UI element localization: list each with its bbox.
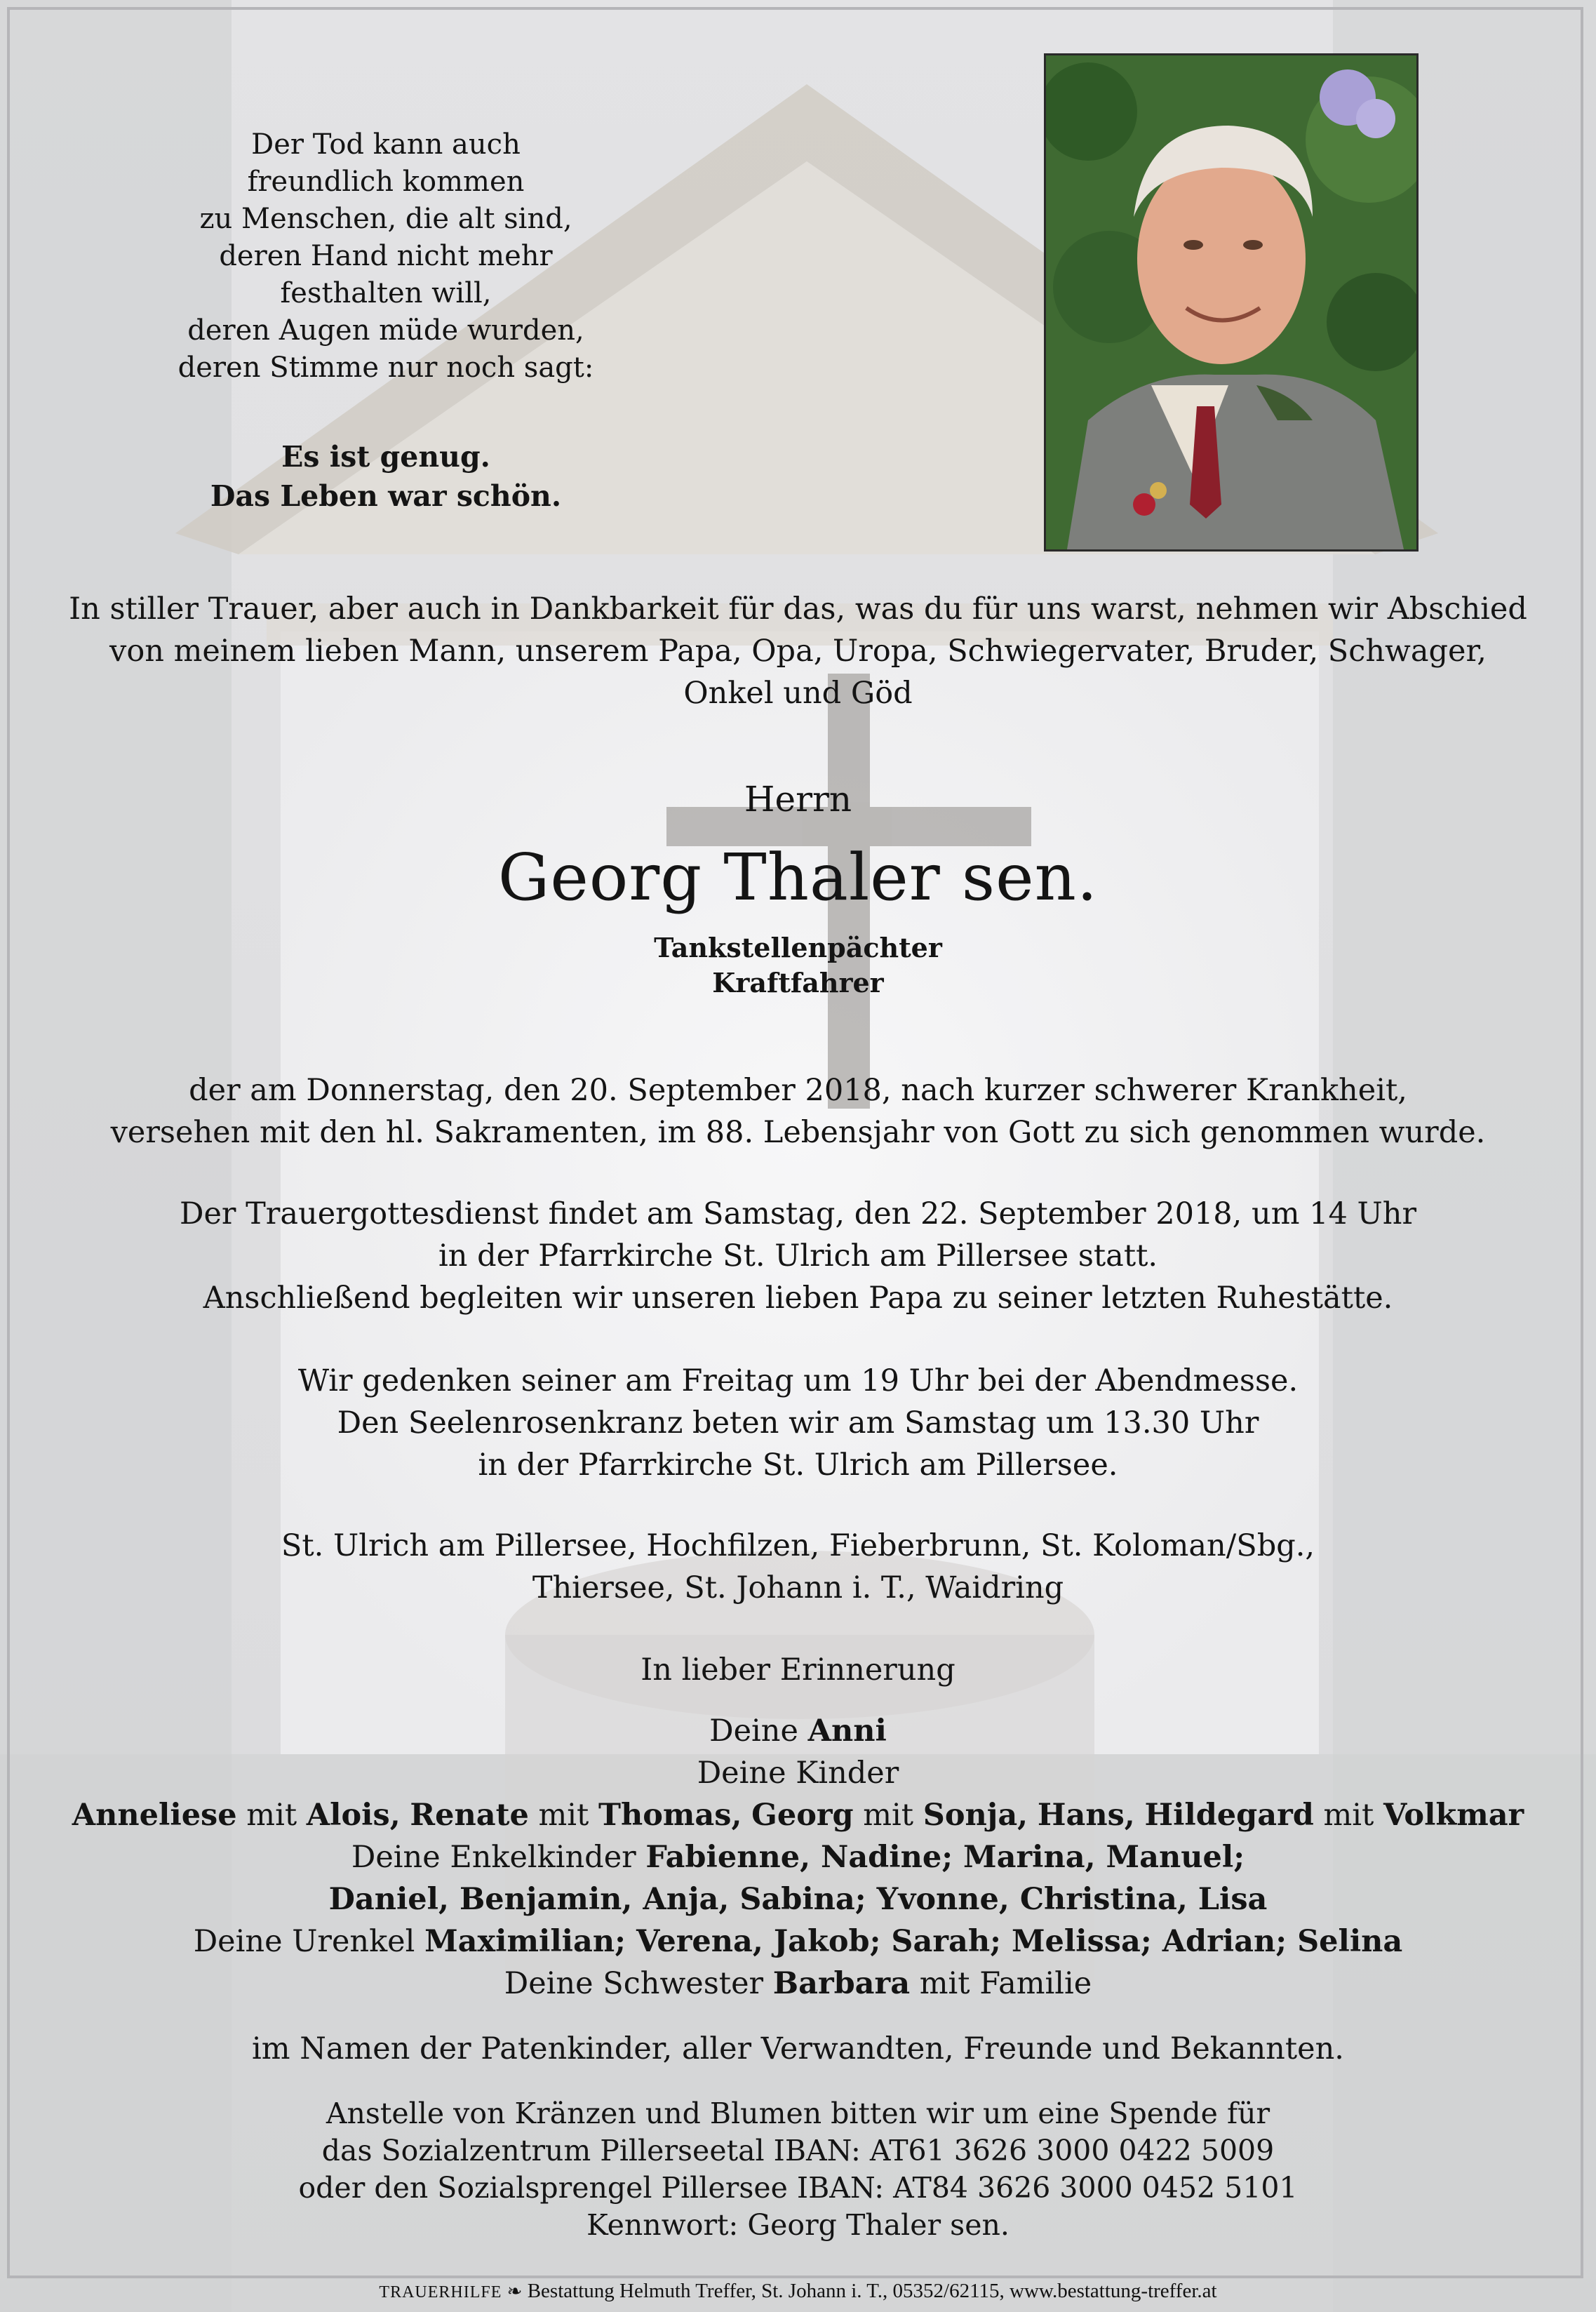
funeral-line: Der Trauergottesdienst findet am Samstag, den 22. September 2018, um 14 Uhr — [179, 1196, 1417, 1231]
remembrance-line: Den Seelenrosenkranz beten wir am Samstag um 13.30 Uhr — [337, 1405, 1259, 1441]
family-text — [1135, 1798, 1145, 1833]
family-name: Sonja, — [923, 1798, 1028, 1833]
donation-line: das Sozialzentrum Pillerseetal IBAN: AT61 3626 3000 0422 5009 — [321, 2134, 1275, 2167]
remembrance-line: in der Pfarrkirche St. Ulrich am Pillersee. — [478, 1448, 1118, 1483]
family-name: Thomas, — [598, 1798, 742, 1833]
family-line — [0, 1836, 1596, 1878]
remembrance-info — [0, 1360, 1596, 1486]
donation-line: Anstelle von Kränzen und Blumen bitten wir um eine Spende für — [326, 2097, 1270, 2130]
family-line — [0, 1752, 1596, 1794]
poem-closing-line: Es ist genug. — [281, 440, 490, 474]
feather-icon: ❧ — [507, 2281, 523, 2301]
family-text: Deine Urenkel — [193, 1924, 425, 1959]
family-text: mit Familie — [910, 1966, 1092, 2001]
intro-line: Onkel und Göd — [683, 676, 913, 711]
places — [0, 1525, 1596, 1609]
funeral-info — [0, 1193, 1596, 1319]
poem-line: Der Tod kann auch — [251, 128, 521, 161]
family-name: Barbara — [772, 1966, 911, 2001]
family-name: Volkmar — [1383, 1798, 1524, 1833]
family-line — [0, 1963, 1596, 2005]
poem-closing — [140, 437, 631, 516]
occupation-line: Kraftfahrer — [712, 967, 884, 998]
family-name: Anni — [807, 1713, 887, 1749]
family-text: mit — [236, 1798, 307, 1833]
donation-line: oder den Sozialsprengel Pillersee IBAN: AT84 3626 3000 0452 5101 — [298, 2171, 1298, 2205]
family-line — [0, 1710, 1596, 1752]
places-line: Thiersee, St. Johann i. T., Waidring — [532, 1570, 1064, 1605]
intro-line: von meinem lieben Mann, unserem Papa, Opa, Uropa, Schwiegervater, Bruder, Schwager, — [109, 634, 1487, 669]
family-name: Hildegard — [1144, 1798, 1314, 1833]
death-notice-line: der am Donnerstag, den 20. September 2018, nach kurzer schwerer Krankheit, — [189, 1073, 1407, 1108]
footer-brand: TRAUERHILFE — [379, 2283, 502, 2301]
portrait-photo — [1044, 53, 1419, 552]
occupations — [0, 930, 1596, 1001]
family-name: Maximilian; Verena, Jakob; Sarah; Melissa; Adrian; Selina — [424, 1924, 1403, 1959]
funeral-line: in der Pfarrkirche St. Ulrich am Pillersee statt. — [438, 1238, 1158, 1274]
poem-line: freundlich kommen — [247, 166, 525, 198]
footer — [0, 2277, 1596, 2306]
family-text — [1028, 1798, 1038, 1833]
deceased-name: Georg Thaler sen. — [497, 840, 1099, 915]
family-line — [0, 1794, 1596, 1836]
family-text: mit — [1313, 1798, 1383, 1833]
poem-line: festhalten will, — [280, 277, 492, 309]
poem-closing-line: Das Leben war schön. — [210, 479, 562, 513]
footer-text: Bestattung Helmuth Treffer, St. Johann i. T., 05352/62115, www.bestattung-treffer.at — [527, 2280, 1217, 2302]
family-text: Deine Kinder — [697, 1756, 899, 1791]
family-name: Anneliese — [72, 1798, 237, 1833]
intro-line: In stiller Trauer, aber auch in Dankbarkeit für das, was du für uns warst, nehmen wir Abschied — [69, 592, 1527, 627]
poem-line: zu Menschen, die alt sind, — [199, 203, 572, 235]
in-memory-heading: In lieber Erinnerung — [641, 1652, 955, 1688]
poem — [140, 126, 631, 387]
portrait-image — [1046, 55, 1416, 549]
remembrance-line: Wir gedenken seiner am Freitag um 19 Uhr bei der Abendmesse. — [297, 1363, 1299, 1398]
occupation-line: Tankstellenpächter — [654, 932, 942, 963]
family-line — [0, 1878, 1596, 1920]
family-text — [742, 1798, 751, 1833]
donation-info — [0, 2095, 1596, 2244]
intro-text — [0, 588, 1596, 714]
relatives-line: im Namen der Patenkinder, aller Verwandten, Freunde und Bekannten. — [252, 2031, 1344, 2066]
family-text: mit — [853, 1798, 923, 1833]
family-name: Daniel, Benjamin, Anja, Sabina; Yvonne, Christina, Lisa — [328, 1882, 1268, 1917]
poem-line: deren Hand nicht mehr — [219, 240, 553, 272]
family-text: Deine — [709, 1713, 808, 1749]
family-list — [0, 1710, 1596, 2005]
family-text: Deine Enkelkinder — [351, 1840, 646, 1875]
poem-line: deren Stimme nur noch sagt: — [177, 352, 594, 384]
family-name: Renate — [410, 1798, 529, 1833]
family-name: Alois, — [306, 1798, 401, 1833]
death-notice-line: versehen mit den hl. Sakramenten, im 88. Lebensjahr von Gott zu sich genommen wurde. — [110, 1115, 1486, 1150]
family-name: Georg — [751, 1798, 854, 1833]
salutation: Herrn — [744, 779, 852, 820]
donation-line: Kennwort: Georg Thaler sen. — [586, 2208, 1010, 2242]
poem-line: deren Augen müde wurden, — [187, 314, 584, 347]
family-line — [0, 1920, 1596, 1963]
places-line: St. Ulrich am Pillersee, Hochfilzen, Fieberbrunn, St. Koloman/Sbg., — [281, 1528, 1315, 1563]
family-text: Deine Schwester — [504, 1966, 773, 2001]
family-text — [401, 1798, 410, 1833]
family-text: mit — [528, 1798, 598, 1833]
family-name: Hans, — [1037, 1798, 1135, 1833]
funeral-line: Anschließend begleiten wir unseren lieben Papa zu seiner letzten Ruhestätte. — [203, 1281, 1393, 1316]
death-notice — [0, 1069, 1596, 1154]
family-name: Fabienne, Nadine; Marina, Manuel; — [645, 1840, 1245, 1875]
